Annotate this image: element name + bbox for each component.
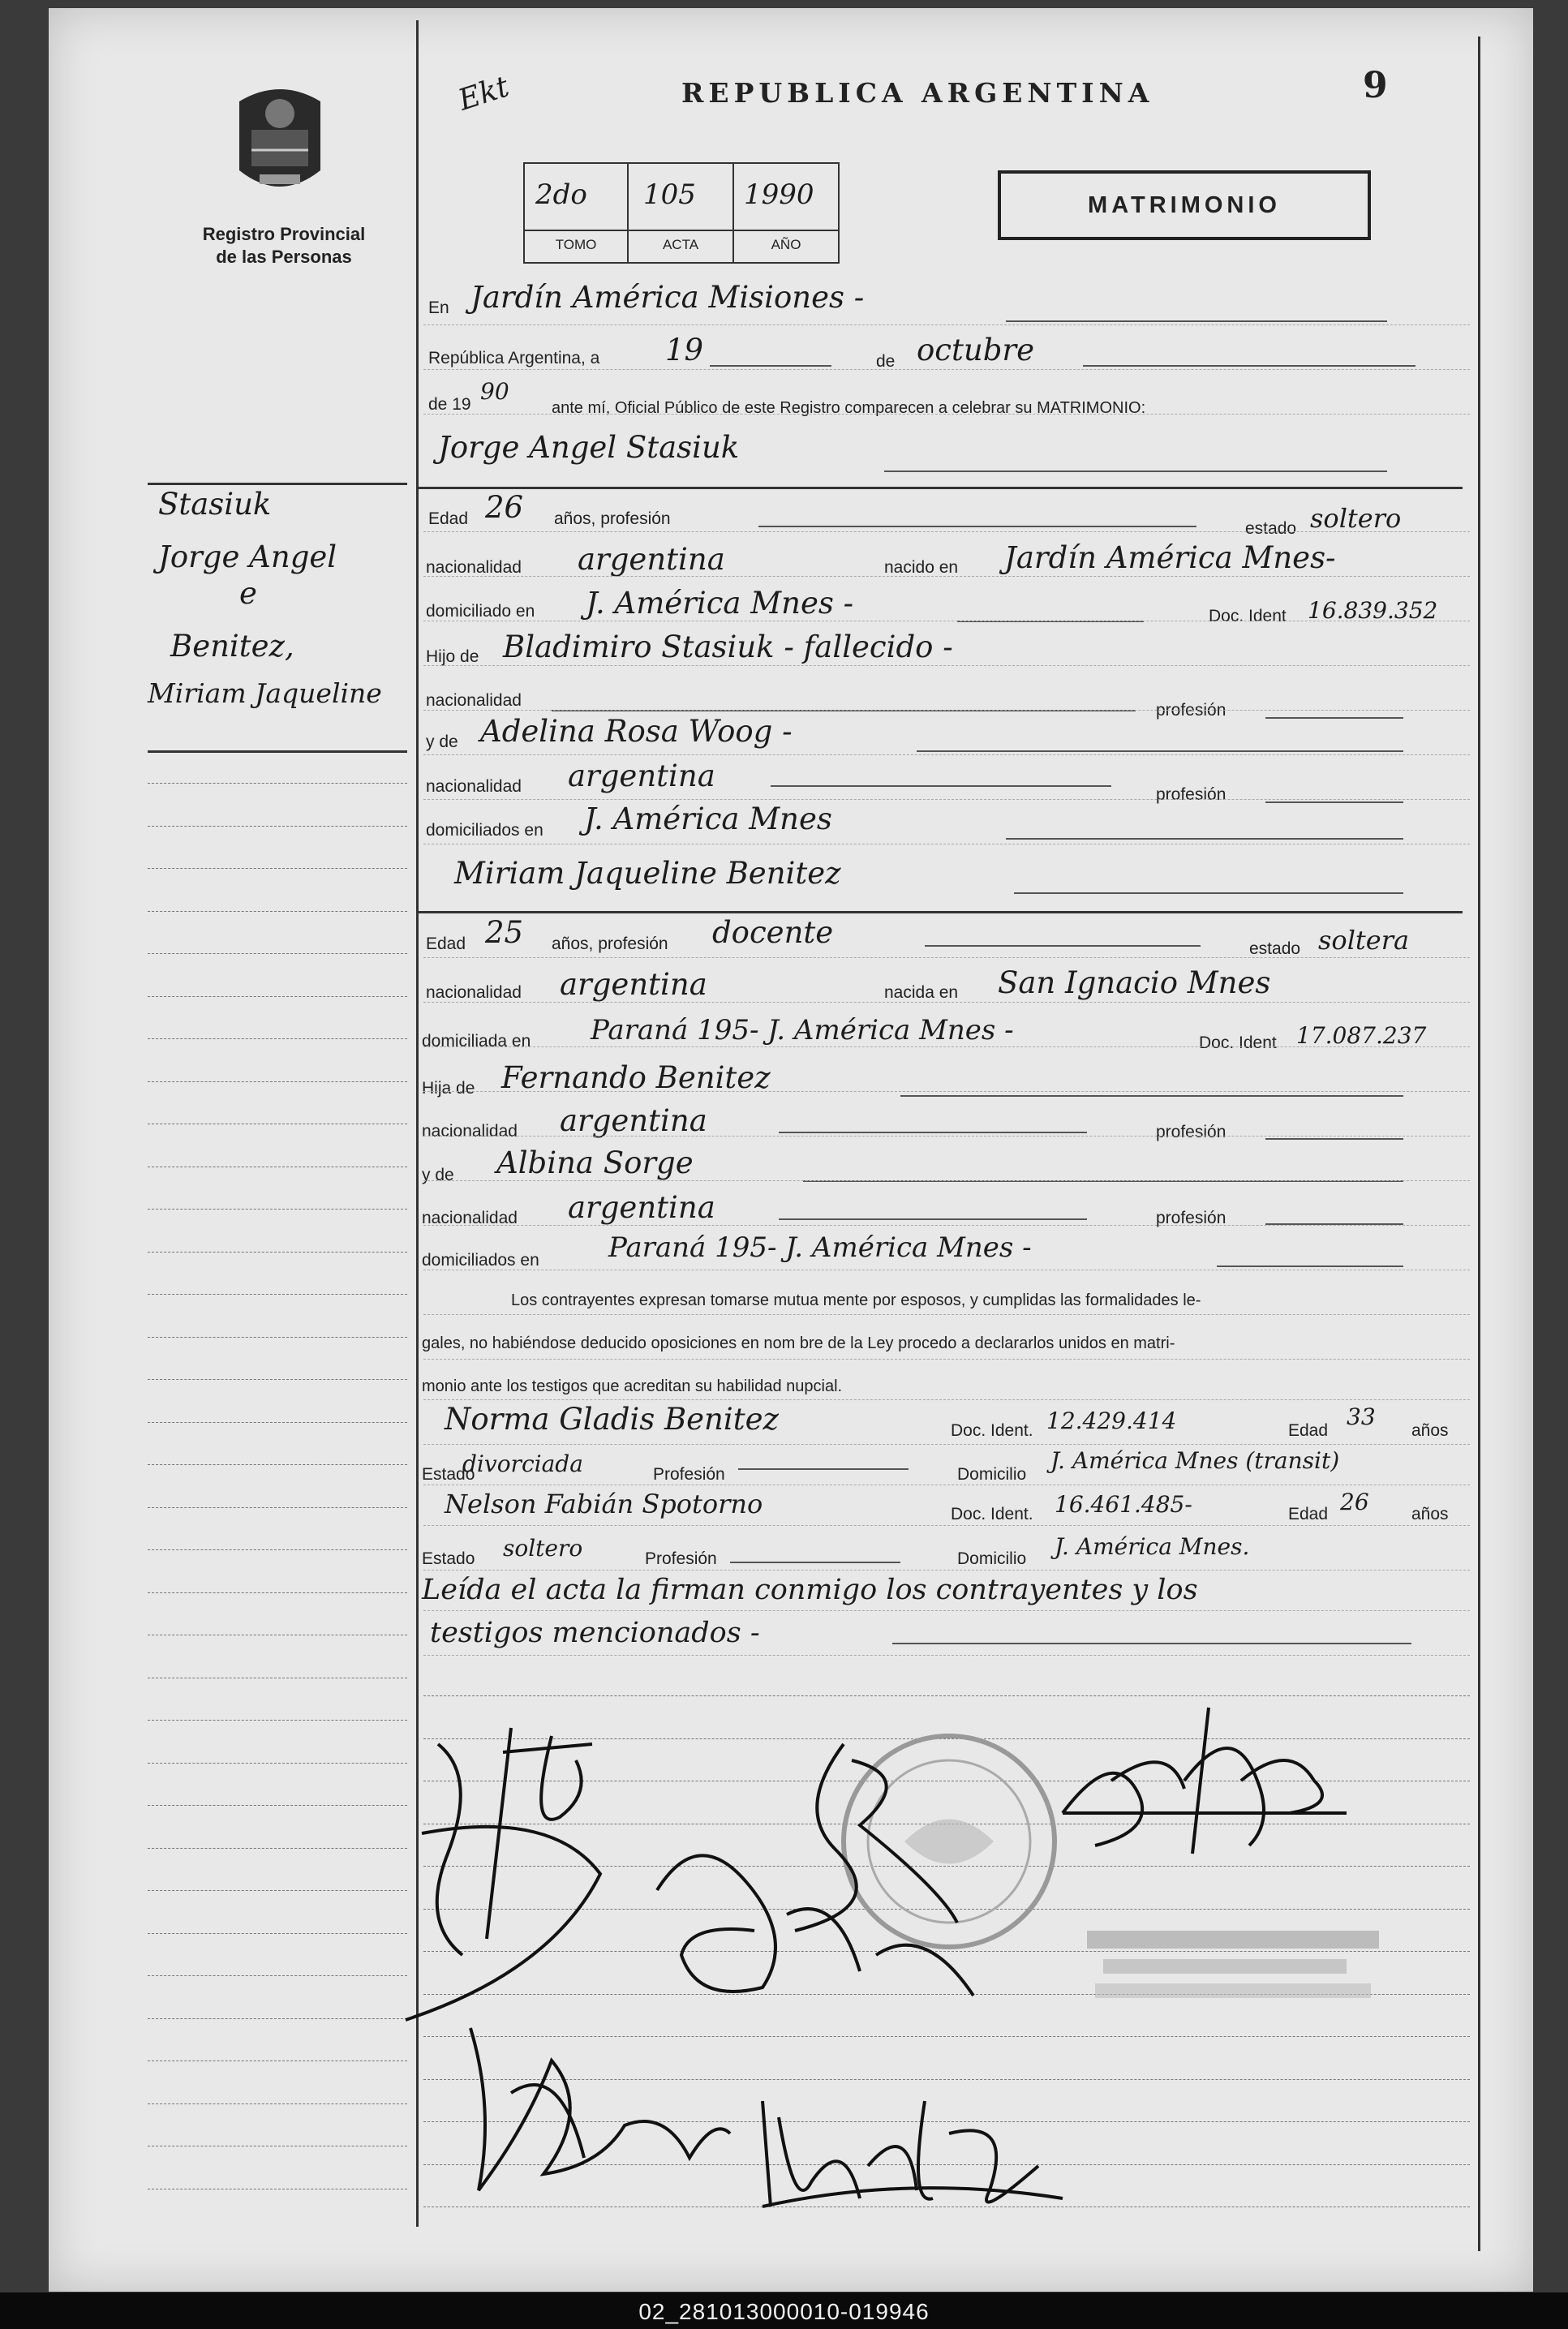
ruling-line: [423, 1444, 1470, 1445]
right-page-border: [1478, 37, 1480, 2251]
bride-parents-domicilio: Paraná 195- J. América Mnes -: [608, 1231, 1032, 1264]
bride-estado: soltera: [1318, 925, 1410, 956]
ruling-line: [148, 2018, 407, 2019]
ruling-line: [148, 996, 407, 997]
label-w1-anos: años: [1411, 1421, 1449, 1440]
label-w2-estado: Estado: [422, 1549, 475, 1568]
ruling-line: [148, 1592, 407, 1593]
ruling-line: [148, 868, 407, 869]
ruling-line: [423, 1225, 1470, 1226]
country-heading: REPUBLICA ARGENTINA: [681, 77, 1154, 109]
groom-mother-nacionalidad: argentina: [568, 758, 715, 793]
ruling-line: [148, 826, 407, 827]
signature-bride: [633, 1728, 990, 2020]
ruling-line: [423, 754, 1470, 755]
bride-age: 25: [485, 915, 524, 950]
label-groom-doc: Doc. Ident: [1209, 607, 1287, 625]
margin-annotation: Ekt: [454, 70, 513, 118]
margin-top-rule: [148, 483, 407, 485]
label-w1-profesion: Profesión: [653, 1465, 725, 1484]
label-w2-edad: Edad: [1288, 1505, 1329, 1523]
groom-doc-number: 16.839.352: [1308, 597, 1438, 624]
label-w2-anos: años: [1411, 1505, 1449, 1523]
witness-1-name: Norma Gladis Benitez: [445, 1402, 779, 1437]
label-en: En: [428, 299, 449, 317]
ruling-line: [148, 1464, 407, 1465]
groom-father: Bladimiro Stasiuk - fallecido -: [503, 630, 953, 664]
bride-mother: Albina Sorge: [496, 1145, 694, 1180]
ruling-line: [148, 1379, 407, 1380]
bride-full-name: Miriam Jaqueline Benitez: [454, 856, 841, 891]
ruling-line: [423, 1610, 1470, 1611]
ano-value: 1990: [744, 178, 814, 211]
label-bride-mother-nacionalidad: nacionalidad: [422, 1209, 518, 1227]
ruling-line: [148, 911, 407, 912]
ruling-line: [148, 1507, 407, 1508]
ruling-line: [423, 1655, 1470, 1656]
ruling-line: [148, 783, 407, 784]
label-groom-mother-profesion: profesión: [1156, 785, 1226, 804]
legal-text-2: gales, no habiéndose deducido oposiciones en nom bre de la Ley procedo a declararlos unidos en matri-: [422, 1334, 1175, 1352]
label-groom-nacido-en: nacido en: [884, 558, 959, 577]
ruling-line: [148, 1549, 407, 1550]
ruling-line: [148, 1337, 407, 1338]
bride-mother-nacionalidad: argentina: [568, 1190, 715, 1225]
ruling-line: [148, 1294, 407, 1295]
ruling-line: [148, 1975, 407, 1976]
groom-age: 26: [485, 490, 524, 525]
label-bride-father-nacionalidad: nacionalidad: [422, 1122, 518, 1141]
label-w1-domicilio: Domicilio: [957, 1465, 1027, 1484]
label-w1-doc: Doc. Ident.: [951, 1421, 1033, 1440]
label-groom-estado: estado: [1245, 519, 1297, 538]
bride-domicilio: Paraná 195- J. América Mnes -: [591, 1014, 1014, 1046]
ruling-line: [148, 1890, 407, 1891]
ruling-line: [148, 2060, 407, 2061]
bride-birthplace: San Ignacio Mnes: [998, 965, 1271, 1000]
registry-line-1: Registro Provincial: [202, 224, 366, 244]
label-groom-father-profesion: profesión: [1156, 701, 1226, 720]
witness-1-doc: 12.429.414: [1046, 1407, 1177, 1434]
label-bride-mother-profesion: profesión: [1156, 1209, 1226, 1227]
label-bride-anos-profesion: años, profesión: [552, 935, 668, 953]
groom-nacionalidad: argentina: [578, 542, 725, 577]
margin-connector: e: [239, 576, 257, 611]
groom-full-name: Jorge Angel Stasiuk: [438, 430, 740, 465]
signature-witness-1: [454, 1996, 746, 2239]
label-w2-profesion: Profesión: [645, 1549, 717, 1568]
ruling-line: [423, 1570, 1470, 1571]
registry-line-2: de las Personas: [216, 247, 352, 267]
ruling-line: [148, 1209, 407, 1210]
label-w1-edad: Edad: [1288, 1421, 1329, 1440]
groom-mother: Adelina Rosa Woog -: [480, 714, 793, 749]
bride-profesion: docente: [712, 915, 834, 950]
label-hijo-de: Hijo de: [426, 647, 479, 666]
ruling-line: [423, 1359, 1470, 1360]
groom-estado: soltero: [1310, 503, 1402, 534]
label-republica: República Argentina, a: [428, 349, 600, 367]
ruling-line: [423, 799, 1470, 800]
groom-parents-domicilio: J. América Mnes: [584, 801, 832, 836]
bride-nacionalidad: argentina: [560, 967, 707, 1002]
acta-label: ACTA: [662, 237, 699, 252]
label-de-19: de 19: [428, 395, 471, 414]
label-bride-domiciliada: domiciliada en: [422, 1032, 531, 1051]
label-bride-nacida-en: nacida en: [884, 983, 959, 1002]
label-y-de-bride: y de: [422, 1166, 454, 1184]
witness-2-estado: soltero: [503, 1535, 583, 1562]
groom-domicilio: J. América Mnes -: [586, 586, 854, 621]
document-type-box: MATRIMONIO: [998, 170, 1371, 240]
label-groom-nacionalidad: nacionalidad: [426, 558, 522, 577]
ruling-line: [148, 1805, 407, 1806]
tomo-label: TOMO: [555, 237, 597, 252]
label-bride-nacionalidad: nacionalidad: [426, 983, 522, 1002]
ruling-line: [148, 1422, 407, 1423]
ruling-line: [423, 1314, 1470, 1315]
margin-surname-2: Benitez,: [170, 629, 294, 664]
margin-name-2: Miriam Jaqueline: [148, 677, 382, 709]
ano-label: AÑO: [771, 237, 801, 252]
official-name-stamp: [1079, 1923, 1395, 2012]
witness-2-edad: 26: [1340, 1489, 1369, 1515]
ruling-line: [148, 1081, 407, 1082]
ruling-line: [423, 531, 1470, 532]
witness-2-name: Nelson Fabián Spotorno: [445, 1489, 763, 1519]
label-hija-de: Hija de: [422, 1079, 475, 1098]
margin-bottom-rule: [148, 750, 407, 753]
label-comparecen: ante mí, Oficial Público de este Registro comparecen a celebrar su MATRIMONIO:: [552, 399, 1146, 417]
record-number-box: [523, 162, 840, 264]
ruling-line: [148, 953, 407, 954]
signature-witness-2: [746, 2069, 1071, 2231]
witness-1-domicilio: J. América Mnes (transit): [1050, 1447, 1340, 1474]
registry-seal-logo: [227, 81, 333, 203]
ruling-line: [423, 576, 1470, 577]
closing-line-1: Leída el acta la firman conmigo los contrayentes y los: [422, 1574, 1198, 1606]
ruling-line: [423, 414, 1470, 415]
ruling-line: [148, 2103, 407, 2104]
tomo-value: 2do: [535, 178, 587, 211]
label-groom-edad: Edad: [428, 509, 469, 528]
ruling-line: [423, 710, 1470, 711]
act-day: 19: [665, 333, 704, 367]
ruling-line: [148, 1038, 407, 1039]
legal-text-3: monio ante los testigos que acreditan su habilidad nupcial.: [422, 1377, 843, 1395]
label-de-month: de: [876, 352, 896, 371]
witness-2-domicilio: J. América Mnes.: [1055, 1533, 1250, 1560]
act-month: octubre: [917, 333, 1034, 367]
margin-name-1: Jorge Angel: [158, 539, 337, 574]
ruling-line: [423, 1180, 1470, 1181]
ruling-line: [148, 1848, 407, 1849]
ruling-line: [423, 1136, 1470, 1137]
ruling-line: [423, 957, 1470, 958]
label-w1-estado: Estado: [422, 1465, 475, 1484]
closing-line-2: testigos mencionados -: [430, 1617, 760, 1649]
registry-name: [162, 223, 406, 269]
label-bride-father-profesion: profesión: [1156, 1123, 1226, 1141]
witness-2-doc: 16.461.485-: [1055, 1491, 1192, 1518]
bride-doc-number: 17.087.237: [1296, 1022, 1427, 1049]
label-w2-doc: Doc. Ident.: [951, 1505, 1033, 1523]
label-groom-mother-nacionalidad: nacionalidad: [426, 777, 522, 796]
ruling-line: [423, 369, 1470, 370]
ruling-line: [423, 324, 1470, 325]
legal-text-1: Los contrayentes expresan tomarse mutua mente por esposos, y cumplidas las formalidades le-: [511, 1291, 1201, 1309]
label-bride-doc: Doc. Ident: [1199, 1033, 1277, 1052]
ruling-line: [148, 1720, 407, 1721]
acta-value: 105: [643, 178, 696, 211]
ruling-line: [423, 1525, 1470, 1526]
witness-1-edad: 33: [1347, 1403, 1376, 1430]
ruling-line: [423, 665, 1470, 666]
groom-birthplace: Jardín América Mnes-: [1004, 540, 1336, 575]
label-w2-domicilio: Domicilio: [957, 1549, 1027, 1568]
act-place: Jardín América Misiones -: [470, 280, 865, 315]
margin-surname-1: Stasiuk: [158, 487, 272, 522]
ruling-line: [423, 1091, 1470, 1092]
label-y-de-groom: y de: [426, 733, 458, 751]
label-bride-estado: estado: [1249, 939, 1301, 958]
footer-document-id: 02_281013000010-019946: [638, 2299, 930, 2324]
witness-1-estado: divorciada: [462, 1450, 583, 1477]
ruling-line: [148, 1763, 407, 1764]
label-bride-parents-domicilio: domiciliados en: [422, 1251, 539, 1270]
label-groom-anos-profesion: años, profesión: [554, 509, 671, 528]
page-number: 9: [1363, 65, 1388, 106]
bride-father-nacionalidad: argentina: [560, 1103, 707, 1138]
label-groom-father-nacionalidad: nacionalidad: [426, 691, 522, 710]
ruling-line: [148, 1933, 407, 1934]
ruling-line: [148, 1252, 407, 1253]
signature-official: [1046, 1691, 1363, 1870]
label-bride-edad: Edad: [426, 935, 466, 953]
ruling-line: [423, 1399, 1470, 1400]
ruling-line: [423, 1002, 1470, 1003]
bride-father: Fernando Benitez: [501, 1060, 771, 1095]
label-groom-parents-domicilio: domiciliados en: [426, 821, 543, 840]
ruling-line: [423, 1046, 1470, 1047]
label-groom-domiciliado: domiciliado en: [426, 602, 535, 621]
act-year: 90: [480, 378, 509, 405]
